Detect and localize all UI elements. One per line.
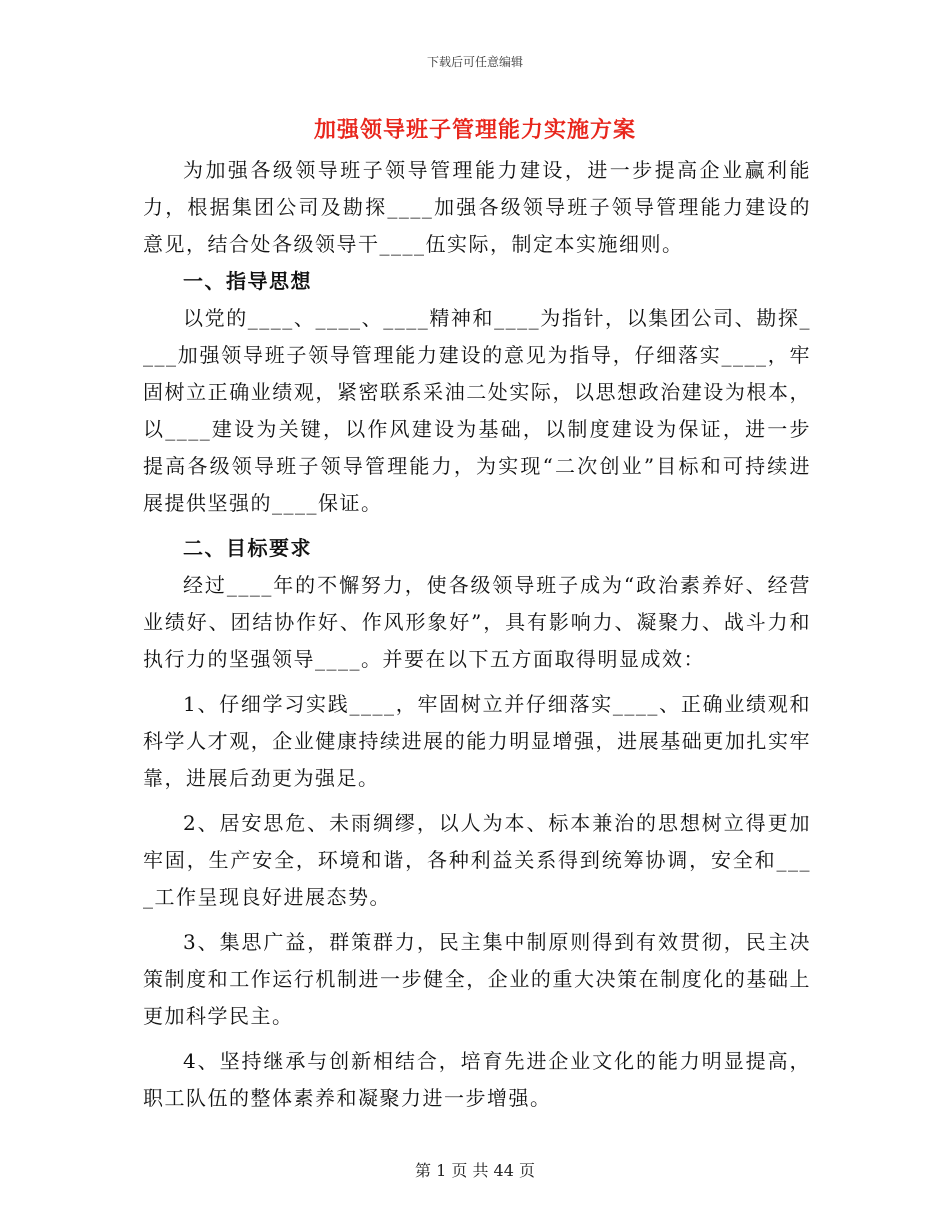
section-paragraph-goals: 经过____年的不懈努力，使各级领导班子成为“政治素养好、经营业绩好、团结协作好、作风形象好”，具有影响力、凝聚力、战斗力和执行力的坚强领导____。并要在以下五方面取得明显成效： (143, 573, 811, 671)
goal-item-1: 1、仔细学习实践____，牢固树立并仔细落实____、正确业绩观和科学人才观，企业健康持续进展的能力明显增强，进展基础更加扎实牢靠，进展后劲更为强足。 (143, 692, 811, 790)
goal-item-4: 4、坚持继承与创新相结合，培育先进企业文化的能力明显提高，职工队伍的整体素养和凝聚力进一步增强。 (143, 1049, 811, 1110)
section-heading-guiding-ideology: 一、指导思想 (183, 269, 312, 293)
goal-item-2: 2、居安思危、未雨绸缪，以人为本、标本兼治的思想树立得更加牢固，生产安全，环境和谐，各种利益关系得到统筹协调，安全和____工作呈现良好进展态势。 (143, 811, 811, 909)
document-body (143, 152, 811, 1117)
document-title: 加强领导班子管理能力实施方案 (313, 117, 636, 143)
intro-paragraph: 为加强各级领导班子领导管理能力建设，进一步提高企业赢利能力，根据集团公司及勘探____加强各级领导班子领导管理能力建设的意见，结合处各级领导干____伍实际，制定本实施细则。 (143, 158, 811, 256)
section-paragraph-guiding-ideology: 以党的____、____、____精神和____为指针，以集团公司、勘探____加强领导班子领导管理能力建设的意见为指导，仔细落实____，牢固树立正确业绩观，紧密联系采油二处实际，以思想政治建设为根本，以____建设为关键，以作风建设为基础，以制度建设为保证，进一步提高各级领导班子领导管理能力，为实现“二次创业”目标和可持续进展提供坚强的____保证。 (143, 306, 811, 515)
header-note: 下载后可任意编辑 (426, 55, 523, 69)
section-heading-goals: 二、目标要求 (183, 536, 312, 560)
page-number: 第 1 页 共 44 页 (415, 1161, 535, 1180)
goal-item-3: 3、集思广益，群策群力，民主集中制原则得到有效贯彻，民主决策制度和工作运行机制进一步健全，企业的重大决策在制度化的基础上更加科学民主。 (143, 930, 811, 1028)
